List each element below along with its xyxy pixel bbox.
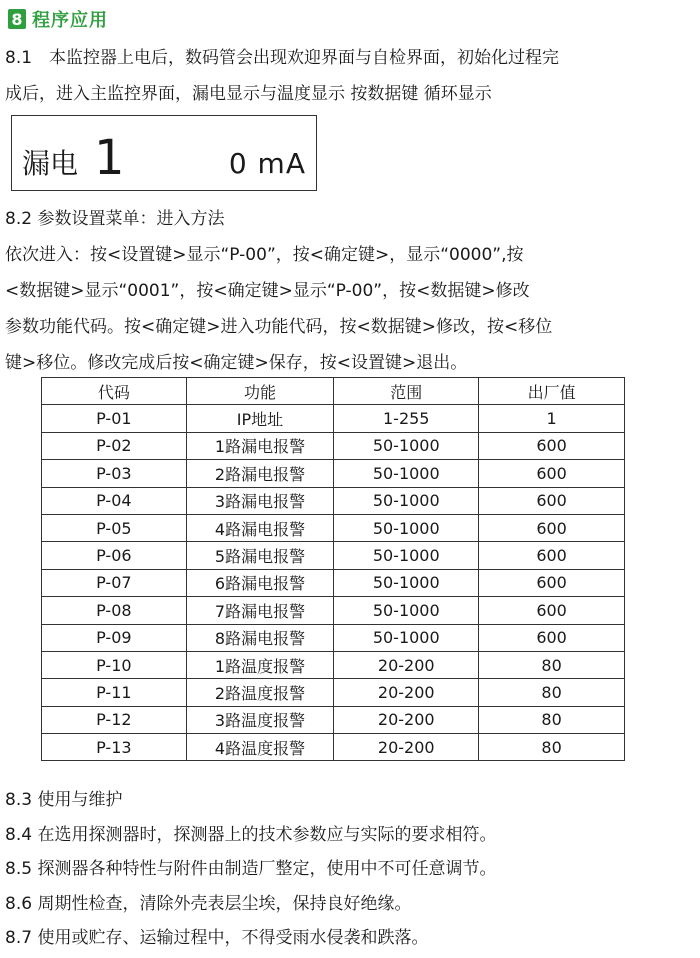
cell-code: P-09 [42, 624, 187, 651]
cell-function: 4路漏电报警 [186, 514, 334, 541]
cell-range: 1-255 [334, 405, 479, 432]
cell-range: 20-200 [334, 651, 479, 678]
paragraph-8-2 [5, 201, 695, 381]
table-row [42, 624, 625, 651]
table-row [42, 460, 625, 487]
table-row [42, 487, 625, 514]
header-default: 出厂值 [479, 378, 625, 405]
table-header-row [42, 378, 625, 405]
cell-function: 5路漏电报警 [186, 542, 334, 569]
header-code: 代码 [42, 378, 187, 405]
cell-code: P-03 [42, 460, 187, 487]
table-row [42, 569, 625, 596]
section-8-3: 8.3 使用与维护 [5, 790, 123, 810]
cell-function: 1路漏电报警 [186, 432, 334, 459]
cell-code: P-04 [42, 487, 187, 514]
paragraph-line: 依次进入：按<设置键>显示“P-00”，按<确定键>，显示“0000”,按 [5, 245, 524, 265]
table-row [42, 706, 625, 733]
cell-default: 600 [479, 569, 625, 596]
cell-range: 50-1000 [334, 542, 479, 569]
cell-function: 4路温度报警 [186, 734, 334, 761]
paragraph-line: 8.1 本监控器上电后，数码管会出现欢迎界面与自检界面，初始化过程完 [5, 48, 560, 68]
cell-code: P-11 [42, 679, 187, 706]
cell-range: 50-1000 [334, 432, 479, 459]
cell-code: P-06 [42, 542, 187, 569]
cell-code: P-13 [42, 734, 187, 761]
parameter-table [41, 377, 625, 761]
cell-code: P-08 [42, 597, 187, 624]
cell-range: 50-1000 [334, 569, 479, 596]
section-8-6: 8.6 周期性检查，清除外壳表层尘埃，保持良好绝缘。 [5, 893, 412, 914]
cell-function: 3路温度报警 [186, 706, 334, 733]
cell-code: P-02 [42, 432, 187, 459]
cell-default: 1 [479, 405, 625, 432]
table-row [42, 514, 625, 541]
paragraph-8-1 [5, 40, 695, 112]
cell-range: 20-200 [334, 734, 479, 761]
cell-range: 50-1000 [334, 514, 479, 541]
cell-default: 600 [479, 597, 625, 624]
table-row [42, 432, 625, 459]
section-title: 程序应用 [32, 10, 108, 31]
section-number-badge: 8 [8, 9, 26, 29]
cell-range: 50-1000 [334, 460, 479, 487]
paragraph-line: 参数功能代码。按<确定键>进入功能代码，按<数据键>修改，按<移位 [5, 317, 553, 337]
section-8-5: 8.5 探测器各种特性与附件由制造厂整定，使用中不可任意调节。 [5, 859, 497, 879]
table-row [42, 651, 625, 678]
display-label: 漏电 [22, 147, 79, 180]
section-8-7: 8.7 使用或贮存、运输过程中，不得受雨水侵袭和跌落。 [5, 928, 429, 948]
cell-function: 2路温度报警 [186, 679, 334, 706]
cell-default: 600 [479, 460, 625, 487]
cell-code: P-07 [42, 569, 187, 596]
display-channel: 1 [94, 130, 125, 186]
cell-range: 20-200 [334, 706, 479, 733]
cell-range: 50-1000 [334, 487, 479, 514]
table-row [42, 405, 625, 432]
cell-default: 600 [479, 487, 625, 514]
lcd-display [11, 115, 317, 191]
section-header [8, 6, 108, 32]
header-range: 范围 [334, 378, 479, 405]
paragraph-line: 8.2 参数设置菜单：进入方法 [5, 209, 225, 229]
cell-range: 20-200 [334, 679, 479, 706]
cell-code: P-01 [42, 405, 187, 432]
cell-function: 7路漏电报警 [186, 597, 334, 624]
cell-default: 600 [479, 432, 625, 459]
cell-default: 600 [479, 514, 625, 541]
cell-range: 50-1000 [334, 624, 479, 651]
cell-function: 6路漏电报警 [186, 569, 334, 596]
cell-range: 50-1000 [334, 597, 479, 624]
table-row [42, 734, 625, 761]
cell-function: IP地址 [186, 405, 334, 432]
cell-code: P-05 [42, 514, 187, 541]
cell-code: P-10 [42, 651, 187, 678]
cell-default: 80 [479, 679, 625, 706]
display-value: 0 mA [228, 147, 306, 180]
maintenance-sections [5, 783, 695, 956]
cell-function: 8路漏电报警 [186, 624, 334, 651]
cell-default: 600 [479, 542, 625, 569]
cell-function: 3路漏电报警 [186, 487, 334, 514]
section-8-4: 8.4 在选用探测器时，探测器上的技术参数应与实际的要求相符。 [5, 824, 497, 845]
table-row [42, 679, 625, 706]
cell-default: 80 [479, 734, 625, 761]
cell-default: 600 [479, 624, 625, 651]
cell-default: 80 [479, 706, 625, 733]
table-row [42, 597, 625, 624]
table-row [42, 542, 625, 569]
cell-function: 2路漏电报警 [186, 460, 334, 487]
cell-function: 1路温度报警 [186, 651, 334, 678]
header-function: 功能 [186, 378, 334, 405]
cell-default: 80 [479, 651, 625, 678]
paragraph-line: 键>移位。修改完成后按<确定键>保存，按<设置键>退出。 [5, 353, 468, 373]
paragraph-line: <数据键>显示“0001”，按<确定键>显示“P-00”，按<数据键>修改 [5, 281, 530, 301]
paragraph-line: 成后，进入主监控界面，漏电显示与温度显示 按数据键 循环显示 [5, 84, 492, 104]
cell-code: P-12 [42, 706, 187, 733]
